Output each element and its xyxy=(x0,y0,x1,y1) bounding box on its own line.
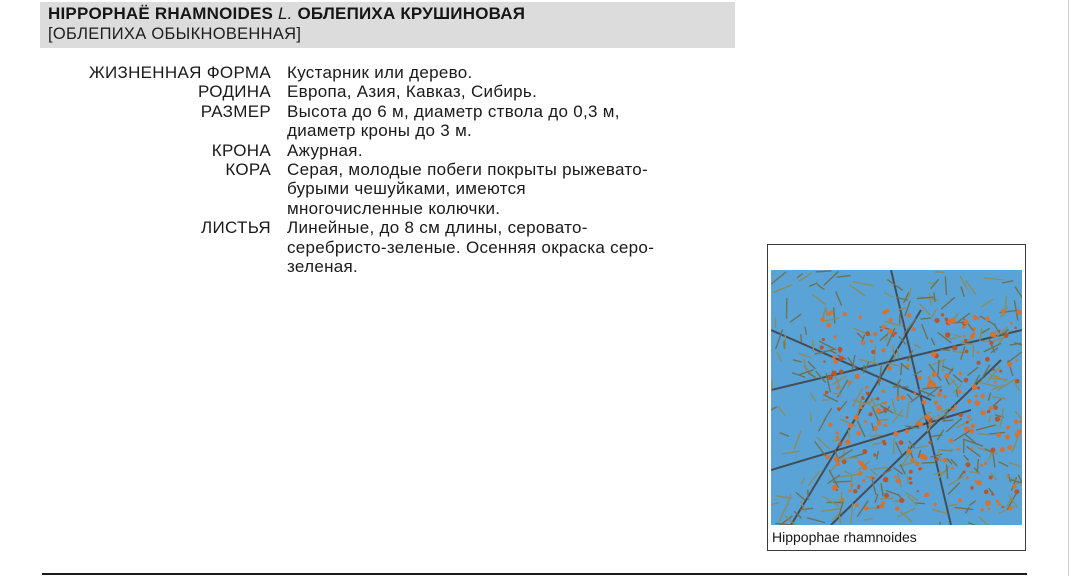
trait-row xyxy=(40,141,760,160)
trait-value-line: Ажурная. xyxy=(287,140,363,160)
trait-value-line: бурыми чешуйками, имеются xyxy=(287,179,526,199)
trait-row xyxy=(40,102,760,141)
trait-value-line: зеленая. xyxy=(287,257,359,277)
trait-value xyxy=(287,82,747,101)
trait-value xyxy=(287,63,747,82)
trait-row xyxy=(40,82,760,101)
trait-value-line: Европа, Азия, Кавказ, Сибирь. xyxy=(287,82,538,102)
photo-frame xyxy=(767,244,1026,551)
bottom-rule xyxy=(42,573,1027,575)
trait-value-line: Линейные, до 8 см длины, серовато- xyxy=(287,218,588,238)
trait-label: КРОНА xyxy=(211,140,271,160)
trait-list xyxy=(40,63,760,276)
trait-value xyxy=(287,160,747,218)
trait-row xyxy=(40,160,760,218)
trait-value-line: Серая, молодые побеги покрыты рыжевато- xyxy=(287,160,648,180)
trait-label: РАЗМЕР xyxy=(200,101,271,121)
trait-row xyxy=(40,63,760,82)
title-author: L. xyxy=(277,4,293,23)
trait-label: РОДИНА xyxy=(198,82,271,102)
page-edge-line xyxy=(1068,0,1069,576)
trait-value-line: серебристо-зеленые. Осенняя окраска серо- xyxy=(287,237,655,257)
trait-value-line: Высота до 6 м, диаметр ствола до 0,3 м, xyxy=(287,101,620,121)
trait-value-line: Кустарник или дерево. xyxy=(287,63,473,82)
trait-label: ЛИСТЬЯ xyxy=(201,218,271,238)
title-latin-name: HIPPOPHAË RHAMNOIDES xyxy=(48,4,274,23)
trait-value xyxy=(287,218,747,276)
trait-value xyxy=(287,102,747,141)
photo-caption: Hippophae rhamnoides xyxy=(772,529,917,545)
title-russian-name: ОБЛЕПИХА КРУШИНОВАЯ xyxy=(297,4,526,23)
plant-photo-image xyxy=(771,270,1022,525)
trait-label: ЖИЗНЕННАЯ ФОРМА xyxy=(89,63,271,82)
trait-value-line: диаметр кроны до 3 м. xyxy=(287,121,473,141)
page-title xyxy=(48,4,525,24)
trait-row xyxy=(40,218,760,276)
trait-label: КОРА xyxy=(225,160,271,180)
trait-value xyxy=(287,141,747,160)
trait-value-line: многочисленные колючки. xyxy=(287,198,501,218)
plant-photo xyxy=(771,270,1022,525)
page-subtitle-synonym: [ОБЛЕПИХА ОБЫКНОВЕННАЯ] xyxy=(48,25,302,43)
